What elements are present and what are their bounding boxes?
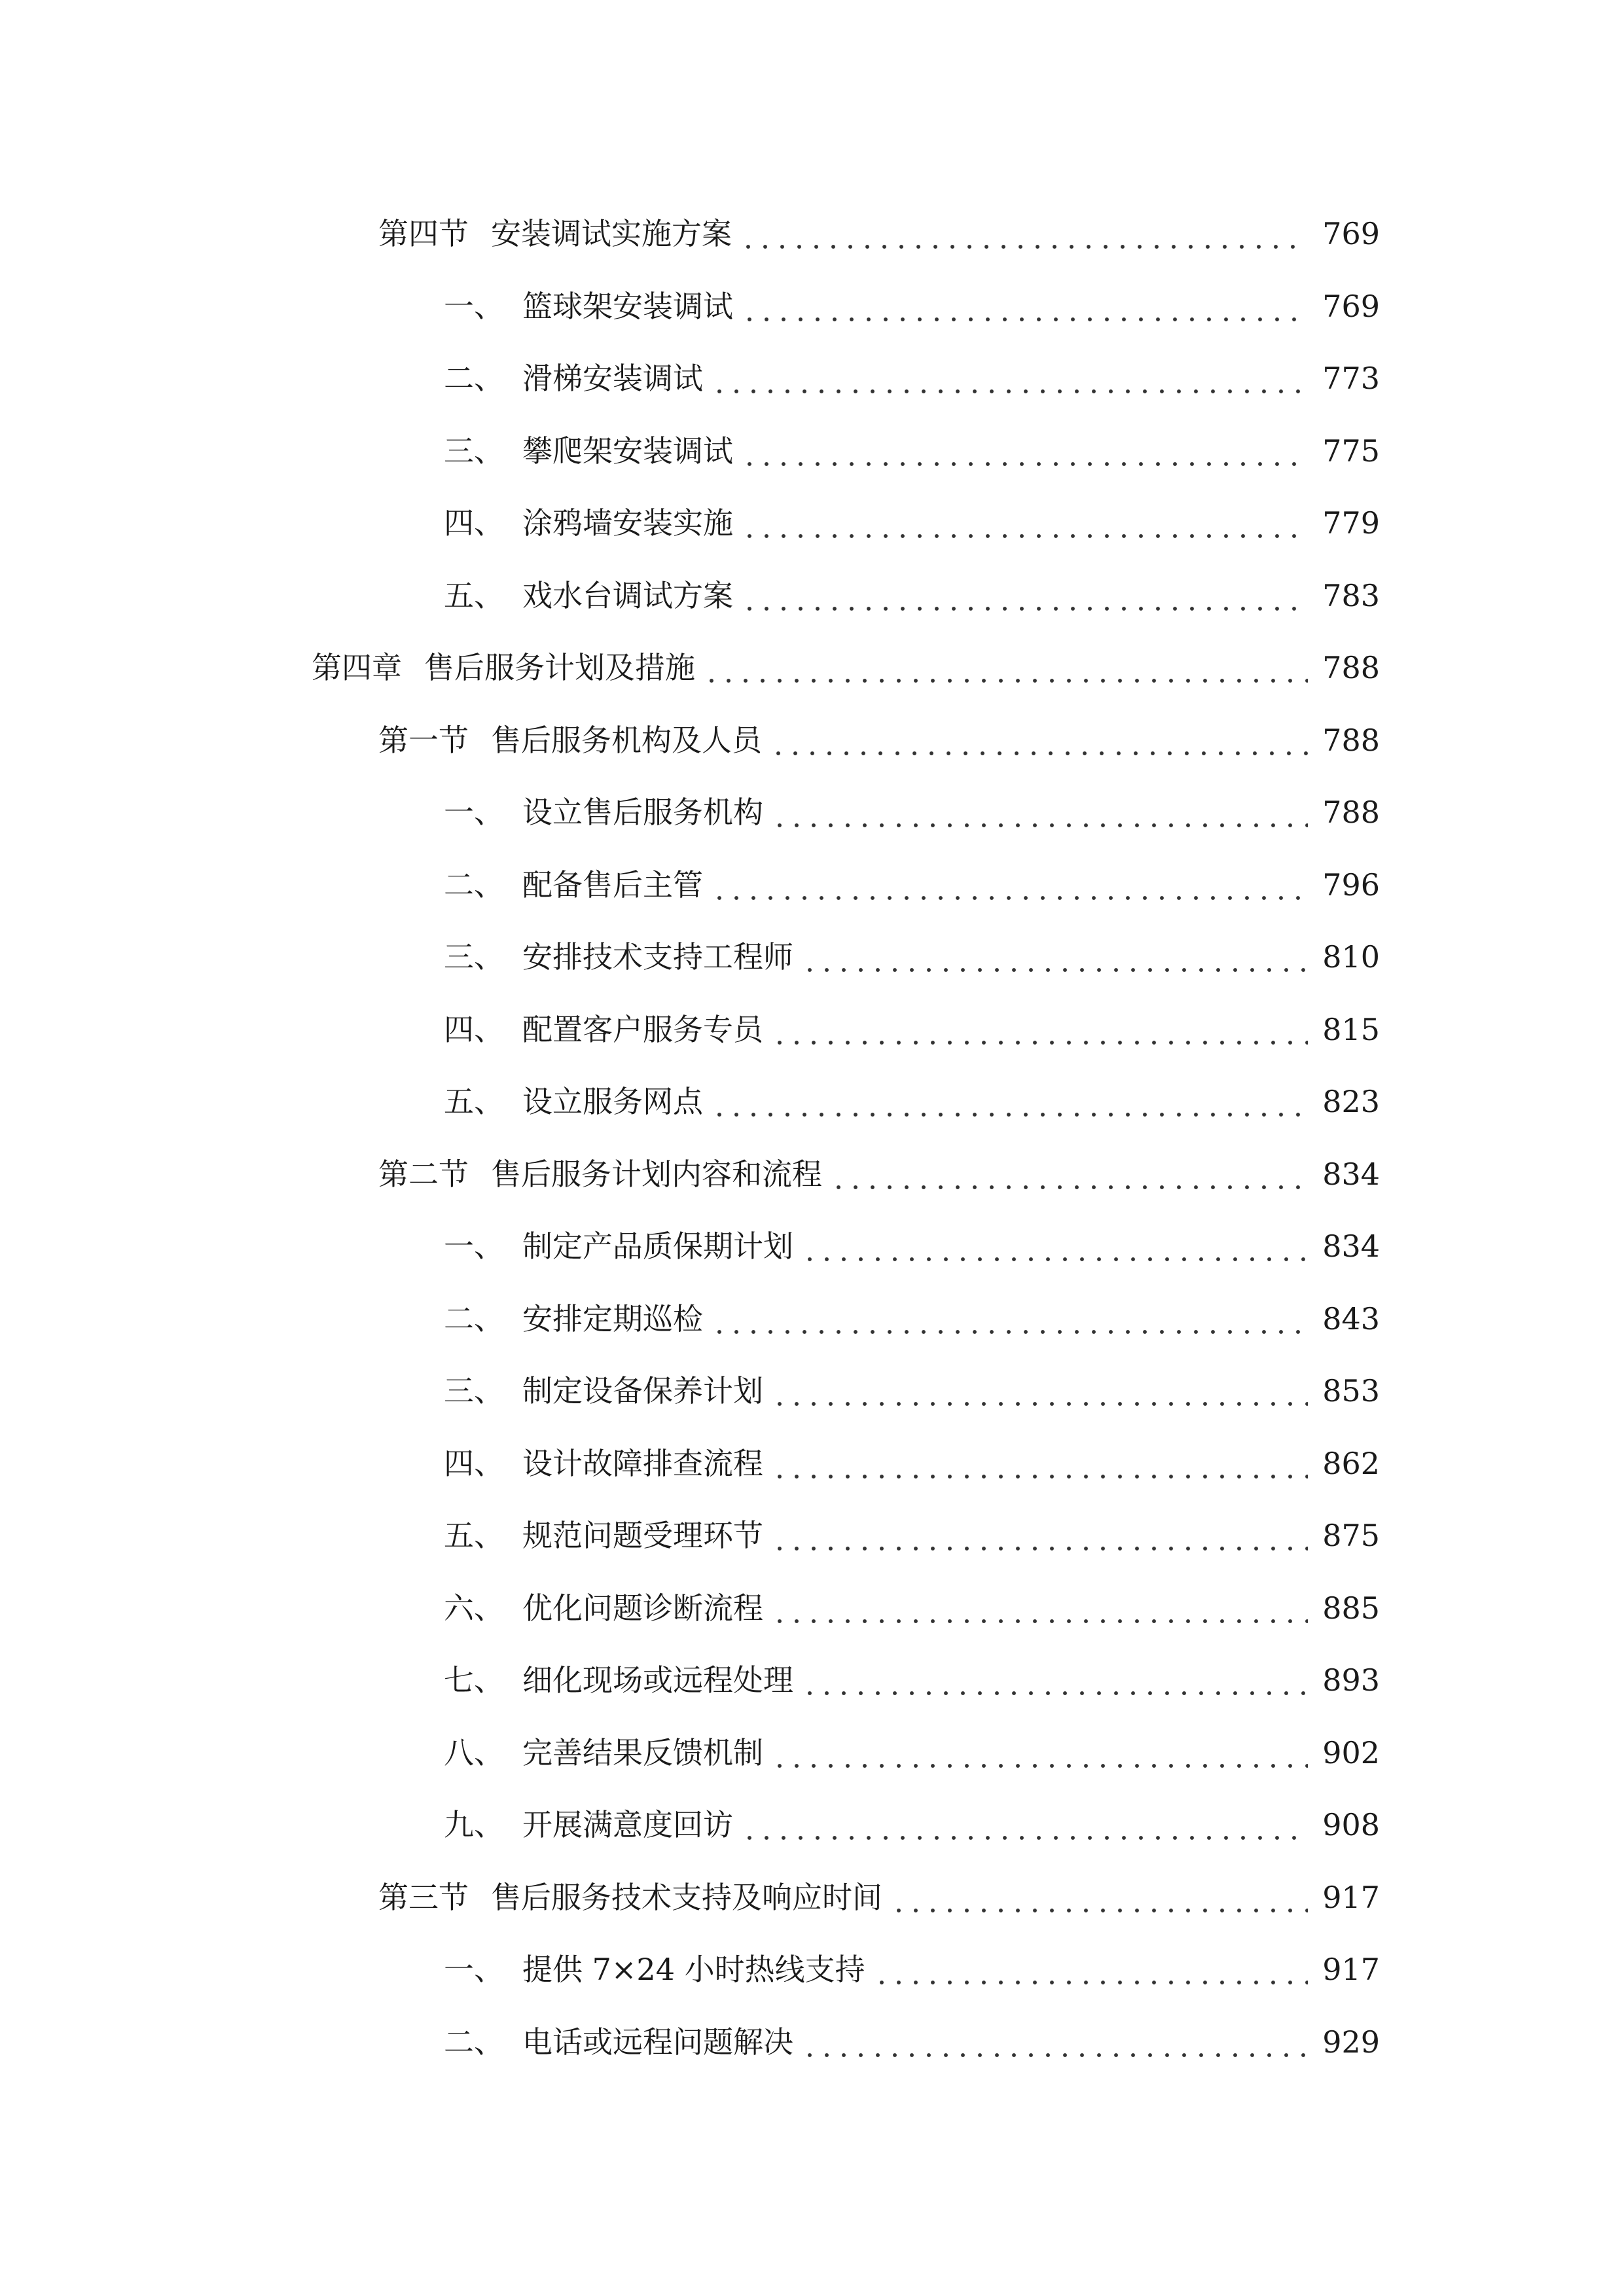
- toc-entry[interactable]: [0, 1066, 1624, 1138]
- dot-leader: [890, 1878, 1308, 1917]
- toc-entry[interactable]: [0, 994, 1624, 1066]
- toc-entry-title: 售后服务计划内容和流程: [491, 1156, 822, 1192]
- toc-entry[interactable]: [0, 560, 1624, 632]
- toc-entry-page: 853: [1322, 1373, 1380, 1409]
- toc-entry[interactable]: [0, 1427, 1624, 1500]
- toc-entry-title: 提供 7×24 小时热线支持: [522, 1952, 865, 1988]
- toc-entry-title: 安排定期巡检: [522, 1300, 703, 1336]
- toc-entry-page: 834: [1322, 1229, 1380, 1265]
- dot-leader: [741, 576, 1308, 615]
- toc-entry-number: 第三节: [378, 1879, 469, 1915]
- toc-entry-page: 788: [1322, 650, 1380, 686]
- dot-leader: [771, 1444, 1308, 1483]
- toc-entry-number: 一、: [444, 288, 504, 324]
- toc-entry-number: 二、: [444, 2024, 504, 2060]
- dot-leader: [771, 1371, 1308, 1410]
- toc-entry-page: 810: [1322, 939, 1380, 975]
- toc-entry-title: 安装调试实施方案: [491, 216, 732, 252]
- dot-leader: [770, 721, 1308, 760]
- toc-entry-title: 攀爬架安装调试: [522, 433, 733, 469]
- dot-leader: [771, 1733, 1308, 1772]
- toc-entry-number: 五、: [444, 1518, 504, 1554]
- toc-entry-number: 二、: [444, 361, 504, 397]
- toc-entry-title: 完善结果反馈机制: [522, 1734, 763, 1770]
- dot-leader: [703, 648, 1308, 687]
- toc-entry-page: 788: [1322, 795, 1380, 831]
- toc-entry-page: 769: [1322, 288, 1380, 324]
- toc-entry[interactable]: [0, 1210, 1624, 1283]
- dot-leader: [741, 1805, 1308, 1844]
- toc-entry-title: 售后服务机构及人员: [491, 722, 762, 758]
- toc-entry-page: 929: [1322, 2024, 1380, 2060]
- dot-leader: [771, 1010, 1308, 1049]
- dot-leader: [801, 1227, 1308, 1266]
- toc-entry-title: 售后服务计划及措施: [424, 650, 695, 686]
- toc-entry[interactable]: [0, 1933, 1624, 2006]
- toc-entry[interactable]: [0, 415, 1624, 488]
- toc-entry-page: 893: [1322, 1662, 1380, 1698]
- toc-entry-page: 788: [1322, 722, 1380, 758]
- toc-entry-title: 制定产品质保期计划: [522, 1229, 793, 1265]
- dot-leader: [771, 793, 1308, 832]
- toc-entry-title: 配置客户服务专员: [522, 1011, 763, 1047]
- toc-entry-page: 917: [1322, 1879, 1380, 1915]
- toc-entry-title: 电话或远程问题解决: [522, 2024, 793, 2060]
- toc-entry[interactable]: [0, 1138, 1624, 1211]
- toc-entry-page: 796: [1322, 867, 1380, 903]
- toc-entry-number: 四、: [444, 505, 504, 541]
- toc-entry-number: 第二节: [378, 1156, 469, 1192]
- toc-entry-page: 773: [1322, 361, 1380, 397]
- toc-entry-title: 开展满意度回访: [522, 1807, 733, 1843]
- toc-entry-title: 安排技术支持工程师: [522, 939, 793, 975]
- table-of-contents: [0, 198, 1624, 2078]
- toc-entry[interactable]: [0, 1717, 1624, 1789]
- toc-entry-number: 九、: [444, 1807, 504, 1843]
- toc-entry[interactable]: [0, 704, 1624, 777]
- toc-entry-page: 815: [1322, 1011, 1380, 1047]
- toc-entry-number: 七、: [444, 1662, 504, 1698]
- dot-leader: [801, 937, 1308, 977]
- toc-entry-number: 二、: [444, 867, 504, 903]
- toc-entry[interactable]: [0, 921, 1624, 994]
- toc-entry-number: 第四章: [312, 650, 402, 686]
- toc-entry-title: 设计故障排查流程: [522, 1445, 763, 1481]
- toc-entry[interactable]: [0, 1355, 1624, 1427]
- dot-leader: [801, 2022, 1308, 2062]
- toc-entry-title: 售后服务技术支持及响应时间: [491, 1879, 882, 1915]
- toc-entry-page: 775: [1322, 433, 1380, 469]
- dot-leader: [741, 431, 1308, 471]
- toc-entry[interactable]: [0, 1283, 1624, 1355]
- toc-entry-number: 一、: [444, 1952, 504, 1988]
- dot-leader: [801, 1660, 1308, 1700]
- dot-leader: [741, 287, 1308, 326]
- toc-entry-title: 优化问题诊断流程: [522, 1590, 763, 1626]
- toc-entry[interactable]: [0, 776, 1624, 849]
- toc-entry[interactable]: [0, 849, 1624, 922]
- toc-entry-page: 862: [1322, 1445, 1380, 1481]
- toc-entry-title: 戏水台调试方案: [522, 577, 733, 613]
- toc-entry-page: 875: [1322, 1518, 1380, 1554]
- toc-entry[interactable]: [0, 1572, 1624, 1645]
- toc-entry-page: 769: [1322, 216, 1380, 252]
- toc-entry-title: 滑梯安装调试: [522, 361, 703, 397]
- toc-entry-number: 一、: [444, 795, 504, 831]
- dot-leader: [873, 1950, 1308, 1989]
- toc-entry-title: 制定设备保养计划: [522, 1373, 763, 1409]
- dot-leader: [771, 1516, 1308, 1555]
- dot-leader: [741, 503, 1308, 543]
- toc-entry-title: 细化现场或远程处理: [522, 1662, 793, 1698]
- toc-entry[interactable]: [0, 487, 1624, 560]
- toc-entry-page: 783: [1322, 577, 1380, 613]
- toc-entry-title: 篮球架安装调试: [522, 288, 733, 324]
- dot-leader: [711, 359, 1308, 398]
- toc-entry-number: 三、: [444, 433, 504, 469]
- toc-entry-number: 第一节: [378, 722, 469, 758]
- toc-entry-title: 设立售后服务机构: [522, 795, 763, 831]
- toc-entry[interactable]: [0, 198, 1624, 270]
- toc-entry-page: 908: [1322, 1807, 1380, 1843]
- toc-entry[interactable]: [0, 342, 1624, 415]
- toc-entry-number: 六、: [444, 1590, 504, 1626]
- dot-leader: [740, 214, 1308, 253]
- toc-entry-page: 779: [1322, 505, 1380, 541]
- dot-leader: [711, 1082, 1308, 1121]
- toc-entry-title: 设立服务网点: [522, 1084, 703, 1120]
- toc-entry[interactable]: [0, 1499, 1624, 1572]
- toc-entry-number: 四、: [444, 1445, 504, 1481]
- toc-entry-page: 902: [1322, 1734, 1380, 1770]
- toc-entry-page: 834: [1322, 1156, 1380, 1192]
- toc-entry-number: 四、: [444, 1011, 504, 1047]
- toc-entry[interactable]: [0, 270, 1624, 343]
- toc-entry-title: 规范问题受理环节: [522, 1518, 763, 1554]
- dot-leader: [830, 1155, 1308, 1194]
- toc-entry-number: 二、: [444, 1300, 504, 1336]
- toc-entry-page: 843: [1322, 1300, 1380, 1336]
- toc-entry-number: 三、: [444, 1373, 504, 1409]
- toc-entry-title: 涂鸦墙安装实施: [522, 505, 733, 541]
- toc-entry-page: 885: [1322, 1590, 1380, 1626]
- toc-entry[interactable]: [0, 1861, 1624, 1934]
- dot-leader: [771, 1588, 1308, 1628]
- toc-entry[interactable]: [0, 2006, 1624, 2079]
- toc-entry-number: 五、: [444, 577, 504, 613]
- dot-leader: [711, 1299, 1308, 1338]
- toc-entry-page: 823: [1322, 1084, 1380, 1120]
- toc-entry-number: 三、: [444, 939, 504, 975]
- toc-entry-page: 917: [1322, 1952, 1380, 1988]
- toc-entry[interactable]: [0, 1789, 1624, 1861]
- toc-entry[interactable]: [0, 632, 1624, 704]
- dot-leader: [711, 865, 1308, 905]
- toc-entry-number: 八、: [444, 1734, 504, 1770]
- toc-entry-number: 五、: [444, 1084, 504, 1120]
- toc-entry-number: 一、: [444, 1229, 504, 1265]
- toc-entry[interactable]: [0, 1644, 1624, 1717]
- toc-entry-number: 第四节: [378, 216, 469, 252]
- toc-entry-title: 配备售后主管: [522, 867, 703, 903]
